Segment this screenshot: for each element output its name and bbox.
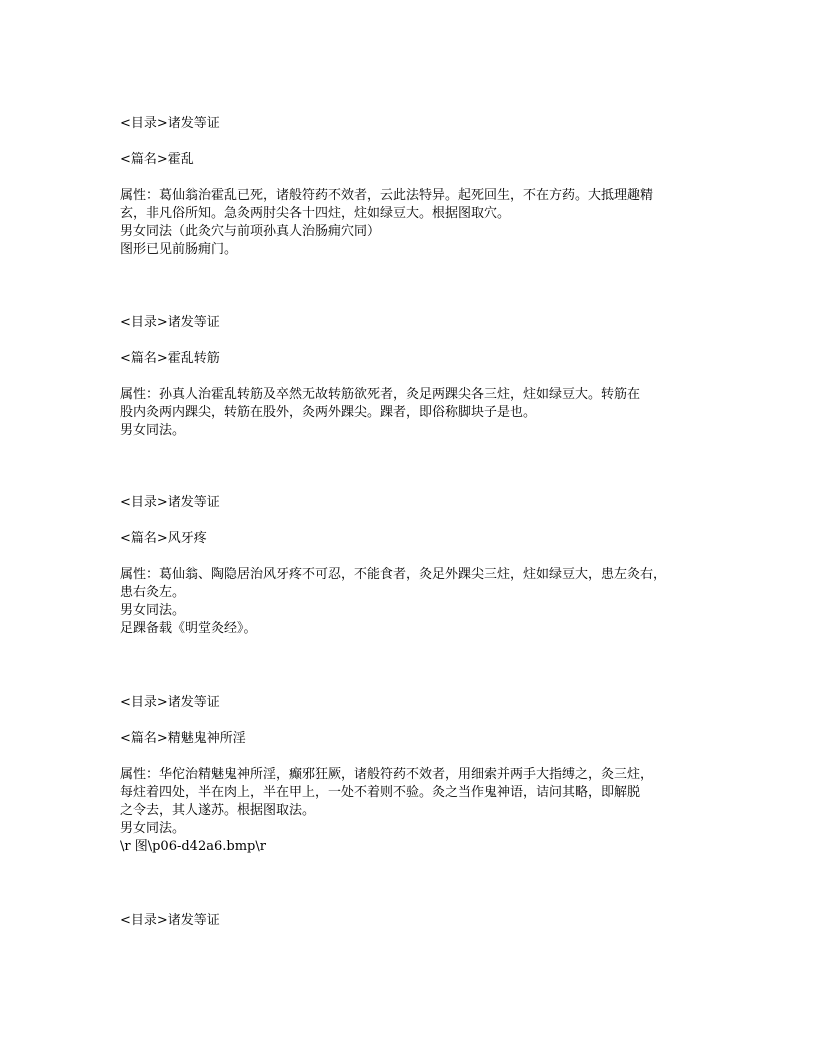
body-line: 每炷着四处，半在肉上，半在甲上，一处不着则不验。灸之当作鬼神语，诘问其略，即解脱 <box>120 785 641 800</box>
section-title: <篇名>霍乱 <box>120 152 194 167</box>
catalog-heading: <目录>诸发等证 <box>120 116 220 131</box>
section-title: <篇名>风牙疼 <box>120 531 207 546</box>
body-line: 属性：葛仙翁、陶隐居治风牙疼不可忍，不能食者，灸足外踝尖三炷，炷如绿豆大，患左灸右， <box>120 567 667 582</box>
body-line: 图形已见前肠痈门。 <box>120 242 238 257</box>
body-line: 股内灸两内踝尖，转筋在股外，灸两外踝尖。踝者，即俗称脚块子是也。 <box>120 405 537 420</box>
body-line: 之令去，其人遂苏。根据图取法。 <box>120 803 316 818</box>
image-reference: \r 图\p06-d42a6.bmp\r <box>120 839 266 854</box>
section-title: <篇名>霍乱转筋 <box>120 351 220 366</box>
catalog-heading: <目录>诸发等证 <box>120 495 220 510</box>
catalog-heading: <目录>诸发等证 <box>120 695 220 710</box>
body-line: 男女同法（此灸穴与前项孙真人治肠痈穴同） <box>120 224 381 239</box>
section-title: <篇名>精魅鬼神所淫 <box>120 731 246 746</box>
body-line: 玄，非凡俗所知。急灸两肘尖各十四炷，炷如绿豆大。根据图取穴。 <box>120 206 511 221</box>
body-line: 属性：葛仙翁治霍乱已死，诸般符药不效者，云此法特异。起死回生，不在方药。大抵理趣精 <box>120 188 654 203</box>
catalog-heading: <目录>诸发等证 <box>120 913 220 928</box>
body-line: 男女同法。 <box>120 603 186 618</box>
body-line: 属性：华佗治精魅鬼神所淫，癫邪狂厥，诸般符药不效者，用细索并两手大指缚之，灸三炷， <box>120 767 654 782</box>
body-line: 属性：孙真人治霍乱转筋及卒然无故转筋欲死者，灸足两踝尖各三炷，炷如绿豆大。转筋在 <box>120 387 641 402</box>
body-line: 足踝备载《明堂灸经》。 <box>120 621 257 636</box>
body-line: 患右灸左。 <box>120 585 186 600</box>
catalog-heading: <目录>诸发等证 <box>120 315 220 330</box>
body-line: 男女同法。 <box>120 821 186 836</box>
body-line: 男女同法。 <box>120 423 186 438</box>
